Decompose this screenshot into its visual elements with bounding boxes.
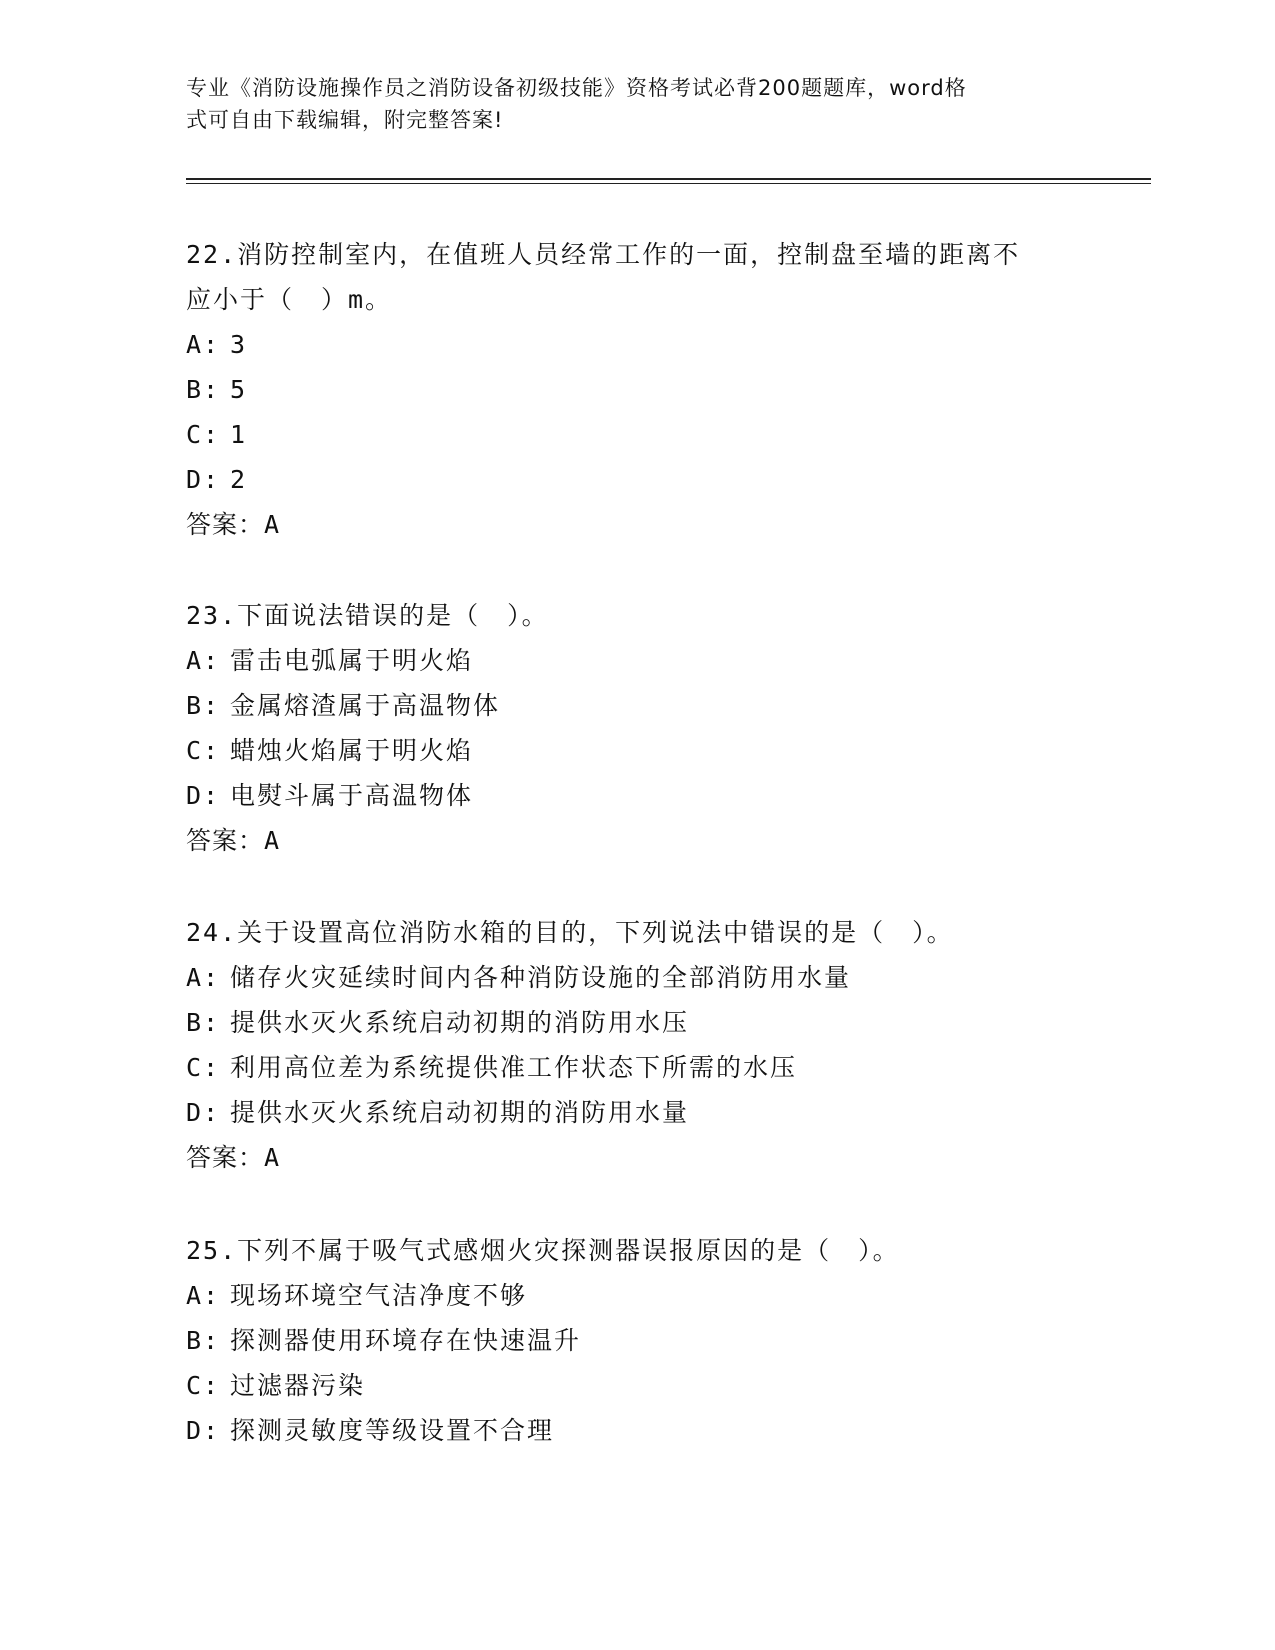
option-a <box>186 638 1086 683</box>
question-25 <box>186 1228 1086 1453</box>
option-text: 储存火灾延续时间内各种消防设施的全部消防用水量 <box>230 963 852 992</box>
option-d <box>186 1090 1086 1135</box>
option-a <box>186 322 1086 367</box>
option-b <box>186 367 1086 412</box>
option-letter: D: <box>186 1416 221 1445</box>
option-text: 电熨斗属于高温物体 <box>230 781 474 810</box>
option-letter: B: <box>186 375 221 404</box>
question-23 <box>186 593 1086 863</box>
header-divider-thick <box>186 178 1151 180</box>
option-text: 探测灵敏度等级设置不合理 <box>230 1416 555 1445</box>
option-text: 提供水灭火系统启动初期的消防用水量 <box>230 1098 690 1127</box>
option-a <box>186 1273 1086 1318</box>
option-letter: A: <box>186 330 221 359</box>
question-stem: 23.下面说法错误的是（ ）。 <box>186 601 549 630</box>
option-letter: D: <box>186 1098 221 1127</box>
option-letter: B: <box>186 1326 221 1355</box>
header-title-line-2: 式可自由下载编辑，附完整答案! <box>186 108 504 132</box>
question-stem: 25.下列不属于吸气式感烟火灾探测器误报原因的是（ ）。 <box>186 1236 900 1265</box>
option-text: 探测器使用环境存在快速温升 <box>230 1326 582 1355</box>
question-stem: 22.消防控制室内，在值班人员经常工作的一面，控制盘至墙的距离不 <box>186 240 1021 269</box>
answer-line <box>186 818 1086 863</box>
option-c <box>186 728 1086 773</box>
answer-label: 答案： <box>186 826 265 855</box>
option-letter: B: <box>186 1008 221 1037</box>
option-letter: D: <box>186 465 221 494</box>
option-letter: A: <box>186 1281 221 1310</box>
option-b <box>186 1318 1086 1363</box>
option-text: 1 <box>230 420 248 449</box>
option-text: 雷击电弧属于明火焰 <box>230 646 474 675</box>
option-d <box>186 1408 1086 1453</box>
question-stem: 24.关于设置高位消防水箱的目的，下列说法中错误的是（ ）。 <box>186 918 954 947</box>
answer-line <box>186 502 1086 547</box>
document-header <box>186 72 1086 136</box>
option-text: 蜡烛火焰属于明火焰 <box>230 736 474 765</box>
option-text: 现场环境空气洁净度不够 <box>230 1281 528 1310</box>
answer-value: A <box>264 1143 281 1172</box>
answer-value: A <box>264 510 281 539</box>
option-letter: C: <box>186 1371 221 1400</box>
option-b <box>186 1000 1086 1045</box>
header-title-line-1: 专业《消防设施操作员之消防设备初级技能》资格考试必背200题题库，word格 <box>186 76 967 100</box>
option-c <box>186 412 1086 457</box>
option-letter: D: <box>186 781 221 810</box>
option-b <box>186 683 1086 728</box>
option-letter: C: <box>186 420 221 449</box>
option-text: 过滤器污染 <box>230 1371 366 1400</box>
header-divider-thin <box>186 183 1151 184</box>
option-text: 提供水灭火系统启动初期的消防用水压 <box>230 1008 690 1037</box>
option-letter: A: <box>186 646 221 675</box>
option-letter: B: <box>186 691 221 720</box>
option-c <box>186 1363 1086 1408</box>
option-text: 3 <box>230 330 248 359</box>
option-letter: A: <box>186 963 221 992</box>
option-d <box>186 773 1086 818</box>
option-text: 5 <box>230 375 248 404</box>
option-text: 2 <box>230 465 248 494</box>
answer-label: 答案： <box>186 510 265 539</box>
option-c <box>186 1045 1086 1090</box>
question-24 <box>186 910 1086 1180</box>
question-stem-continued: 应小于（ ）m。 <box>186 285 393 314</box>
option-a <box>186 955 1086 1000</box>
option-d <box>186 457 1086 502</box>
answer-value: A <box>264 826 281 855</box>
answer-label: 答案： <box>186 1143 265 1172</box>
option-text: 利用高位差为系统提供准工作状态下所需的水压 <box>230 1053 798 1082</box>
answer-line <box>186 1135 1086 1180</box>
option-text: 金属熔渣属于高温物体 <box>230 691 501 720</box>
option-letter: C: <box>186 1053 221 1082</box>
option-letter: C: <box>186 736 221 765</box>
question-22 <box>186 232 1086 547</box>
